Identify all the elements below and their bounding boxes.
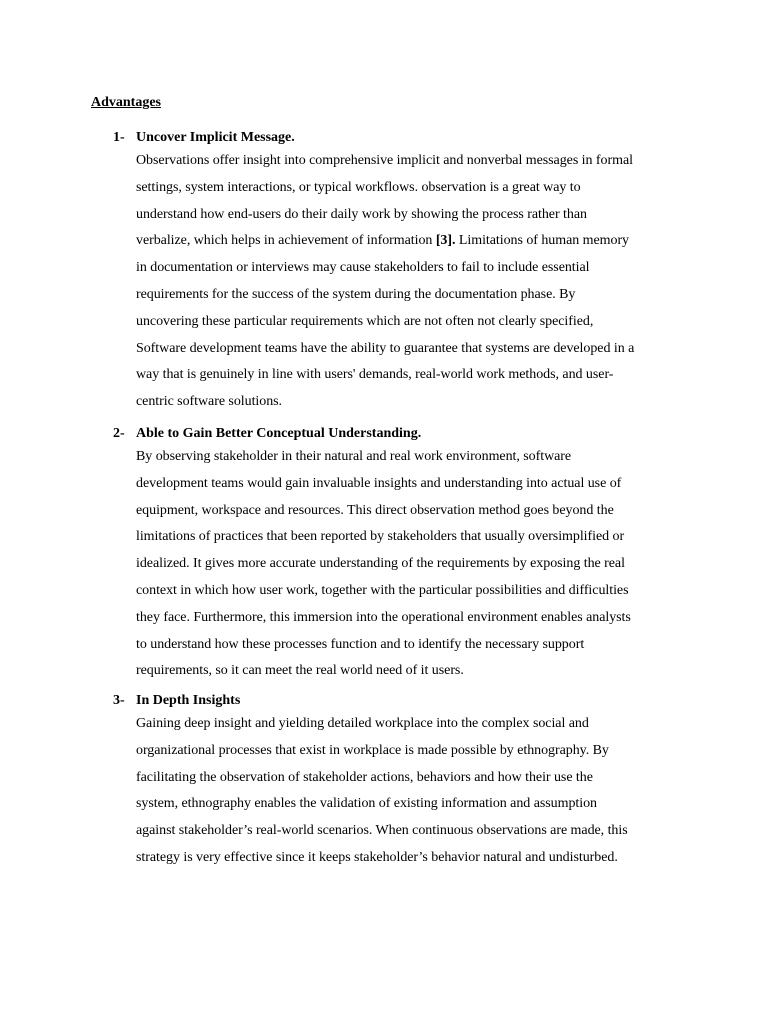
- paragraph-line: [136, 554, 684, 581]
- paragraph-line: [136, 714, 684, 741]
- paragraph-line: [136, 635, 684, 662]
- item-body: [136, 447, 684, 688]
- paragraph-line: [136, 312, 684, 339]
- text-run: understand how end-users do their daily work by showing the process rather than: [136, 206, 587, 222]
- item-body: [136, 714, 684, 875]
- item-number: 2-: [113, 426, 125, 441]
- text-run: facilitating the observation of stakeholder actions, behaviors and how their use the: [136, 769, 593, 785]
- text-run: centric software solutions.: [136, 394, 282, 410]
- text-run: requirements, so it can meet the real world need of it users.: [136, 663, 464, 679]
- text-run: development teams would gain invaluable insights and understanding into actual use of: [136, 475, 622, 491]
- paragraph-line: [136, 581, 684, 608]
- text-run: strategy is very effective since it keeps stakeholder’s behavior natural and undisturbed.: [136, 849, 618, 865]
- paragraph-line: [136, 231, 684, 258]
- paragraph-line: [136, 501, 684, 528]
- text-run: organizational processes that exist in workplace is made possible by ethnography. By: [136, 742, 609, 758]
- text-run: verbalize, which helps in achievement of information: [136, 233, 436, 249]
- section-heading-advantages: Advantages: [91, 95, 162, 110]
- text-run: they face. Furthermore, this immersion into the operational environment enables analysts: [136, 609, 631, 625]
- paragraph-line: [136, 447, 684, 474]
- item-number: 3-: [113, 693, 125, 708]
- text-run: against stakeholder’s real-world scenarios. When continuous observations are made, this: [136, 823, 628, 839]
- text-run: way that is genuinely in line with users' demands, real-world work methods, and user-: [136, 367, 614, 383]
- paragraph-line: [136, 794, 684, 821]
- text-run: to understand how these processes function and to identify the necessary support: [136, 636, 585, 652]
- text-run: Gaining deep insight and yielding detailed workplace into the complex social and: [136, 716, 589, 731]
- text-run: context in which how user work, together with the particular possibilities and difficulties: [136, 582, 629, 598]
- paragraph-line: [136, 608, 684, 635]
- text-run: settings, system interactions, or typical workflows. observation is a great way to: [136, 179, 581, 195]
- paragraph-line: [136, 339, 684, 366]
- paragraph-line: [136, 258, 684, 285]
- paragraph-line: [136, 661, 684, 688]
- item-body: [136, 151, 684, 419]
- citation-ref: [3].: [435, 233, 456, 249]
- item-title: Uncover Implicit Message.: [136, 130, 295, 145]
- paragraph-line: [136, 741, 684, 768]
- text-run: equipment, workspace and resources. This direct observation method goes beyond the: [136, 502, 614, 518]
- paragraph-line: [136, 821, 684, 848]
- paragraph-line: [136, 768, 684, 795]
- paragraph-line: [136, 848, 684, 875]
- text-run: system, ethnography enables the validation of existing information and assumption: [136, 796, 597, 812]
- text-run: limitations of practices that been reported by stakeholders that usually oversimplified or: [136, 529, 625, 545]
- paragraph-line: [136, 178, 684, 205]
- text-run: Observations offer insight into comprehensive implicit and nonverbal messages in formal: [136, 153, 633, 168]
- text-run: in documentation or interviews may cause stakeholders to fail to include essential: [136, 260, 590, 276]
- paragraph-line: [136, 151, 684, 178]
- text-run: By observing stakeholder in their natural and real work environment, software: [136, 449, 572, 464]
- paragraph-line: [136, 285, 684, 312]
- text-run: Software development teams have the ability to guarantee that systems are developed in a: [136, 340, 635, 356]
- paragraph-line: [136, 527, 684, 554]
- item-title: In Depth Insights: [136, 693, 241, 708]
- item-number: 1-: [113, 130, 125, 145]
- paragraph-line: [136, 392, 684, 419]
- paragraph-line: [136, 365, 684, 392]
- text-run: Limitations of human memory: [455, 233, 630, 249]
- text-run: idealized. It gives more accurate understanding of the requirements by exposing the real: [136, 556, 625, 572]
- paragraph-line: [136, 474, 684, 501]
- paragraph-line: [136, 205, 684, 232]
- text-run: uncovering these particular requirements which are not often not clearly specified,: [136, 313, 594, 329]
- text-run: requirements for the success of the system during the documentation phase. By: [136, 286, 576, 302]
- item-title: Able to Gain Better Conceptual Understanding.: [136, 426, 422, 441]
